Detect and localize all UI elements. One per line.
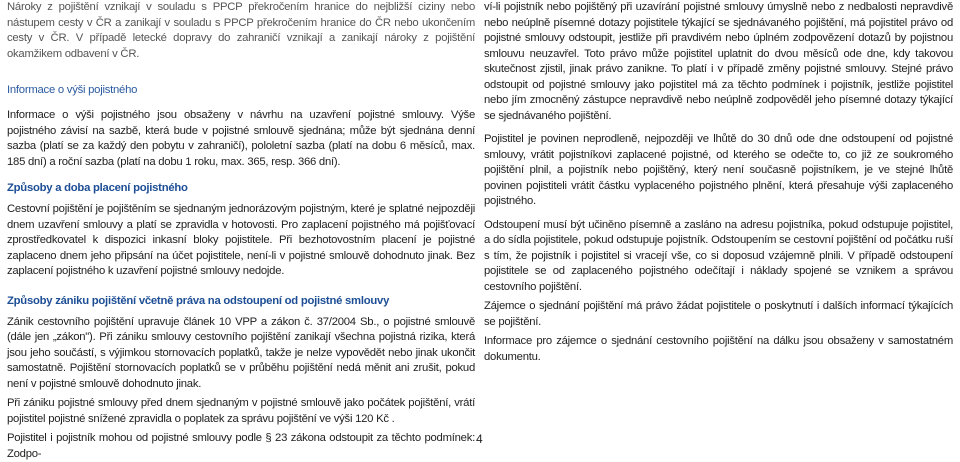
- termination-paragraph-1: Zánik cestovního pojištění upravuje článek 10 VPP a zákon č. 37/2004 Sb., o pojistné smlouvě (dále jen „zákon"). Při zániku smlouvy cestovního pojištění zanikají všechna pojistná rizika, která jsou jeho součástí, s výjimkou stornovacích poplatků, takže je nelze vypovědět nebo jinak ukončit samostatně. Pojištění stornovacích poplatků se v průběhu pojištění nedá měnit ani zrušit, pokud není v pojistné smlouvě dohodnuto jinak.: [7, 315, 475, 390]
- right-paragraph-2: Pojistitel je povinen neprodleně, nejpozději ve lhůtě do 30 dnů ode dne odstoupení od pojistné smlouvy, vrátit pojistníkovi zaplacené pojistné, od kterého se odečte to, co již ze soukromého pojištění plnil, a pojistník nebo pojištěný, který není současně pojistníkem, je ve stejné lhůtě povinen pojistiteli vrátit částku vyplaceného pojistného plnění, která přesahuje výši zaplaceného pojistného.: [484, 133, 953, 207]
- left-column: [7, 0, 475, 462]
- right-paragraph-3: Odstoupení musí být učiněno písemně a zasláno na adresu pojistníka, pokud odstupuje pojistitel, a do sídla pojistitele, pokud odstupuje pojistník. Odstoupením se cestovní pojištění od počátku ruší s tím, že pojistník i pojistitel si vracejí vše, co si doposud vzájemně plnili. V případě odstoupení pojistitele se od zaplaceného pojistného odečítají i náklady spojené se vznikem a správou cestovního pojištění.: [484, 218, 953, 293]
- intro-paragraph: Nároky z pojištění vznikají v souladu s PPCP překročením hranice do nejbližší ciziny nebo nástupem cesty v ČR a zanikají v souladu s PPCP překročením hranice do ČR nebo ukončením cesty v ČR. V případě letecké dopravy do zahraničí vznikají a zanikají nároky z pojištění okamžikem odbavení v ČR.: [7, 1, 475, 60]
- premium-info-heading: Informace o výši pojistného: [7, 84, 138, 96]
- right-paragraph-4: Zájemce o sjednání pojištění má právo žádat pojistitele o poskytnutí i dalších informací týkajících se pojištění.: [484, 300, 953, 328]
- premium-info-paragraph: Informace o výši pojistného jsou obsaženy v návrhu na uzavření pojistné smlouvy. Výše pojistného závisí na sazbě, která bude v pojistné smlouvě sjednána; může být sjednána denní sazba (platí se za každý den pobytu v zahraničí), pololetní sazba (platí na dobu 6 měsíců, max. 185 dní) a roční sazba (platí na dobu 1 roku, max. 365, resp. 366 dní).: [7, 109, 475, 168]
- termination-heading: Způsoby zániku pojištění včetně práva na odstoupení od pojistné smlouvy: [7, 294, 390, 307]
- termination-paragraph-2: Při zániku pojistné smlouvy před dnem sjednaným v pojistné smlouvě jako počátek pojištění, vrátí pojistitel pojistné snížené zpravidla o poplatek za správu pojištění ve výši 120 Kč .: [7, 397, 475, 425]
- payment-heading: Způsoby a doba placení pojistného: [7, 182, 188, 194]
- termination-paragraph-3: Pojistitel i pojistník mohou od pojistné smlouvy podle § 23 zákona odstoupit za těchto podmínek: Zodpo-: [7, 432, 475, 460]
- right-paragraph-5: Informace pro zájemce o sjednání cestovního pojištění na dálku jsou obsaženy v samostatném dokumentu.: [484, 335, 953, 363]
- right-paragraph-1: ví-li pojistník nebo pojištěný při uzavírání pojistné smlouvy úmyslně nebo z nedbalosti nepravdivě nebo neúplně písemné dotazy pojistitele týkající se sjednávaného pojištění, má pojistitel právo od pojistné smlouvy odstoupit, jestliže při pravdivém nebo úplném zodpovězení dotazů by pojistnou smlouvu neuzavřel. Toto právo může pojistitel uplatnit do dvou měsíců ode dne, kdy takovou skutečnost zjistil, jinak právo zanikne. To platí i v případě změny pojistné smlouvy. Stejné právo odstoupit od pojistné smlouvy jako pojistitel má za těchto podmínek i pojistník, jestliže pojistitel nebo jím zmocněný zástupce nepravdivě nebo neúplně zodpověděl jeho písemné dotazy týkající se sjednávaného pojištění.: [484, 1, 953, 122]
- page-number: 4: [476, 432, 483, 446]
- payment-paragraph: Cestovní pojištění je pojištěním se sjednaným jednorázovým pojistným, které je splatné nejpozději dnem uzavření smlouvy a platí se zpravidla v hotovosti. Pro zaplacení pojistného má pojišťovací zprostředkovatel k dispozici inkasní bloky pojistitele. Při bezhotovostním placení je pojistné zaplaceno dnem jeho připsání na účet pojistitele, není-li v pojistné smlouvě dohodnuto jinak. Bez zaplacení pojistného k uzavření pojistné smlouvy nedojde.: [7, 203, 475, 277]
- right-column: [484, 0, 953, 365]
